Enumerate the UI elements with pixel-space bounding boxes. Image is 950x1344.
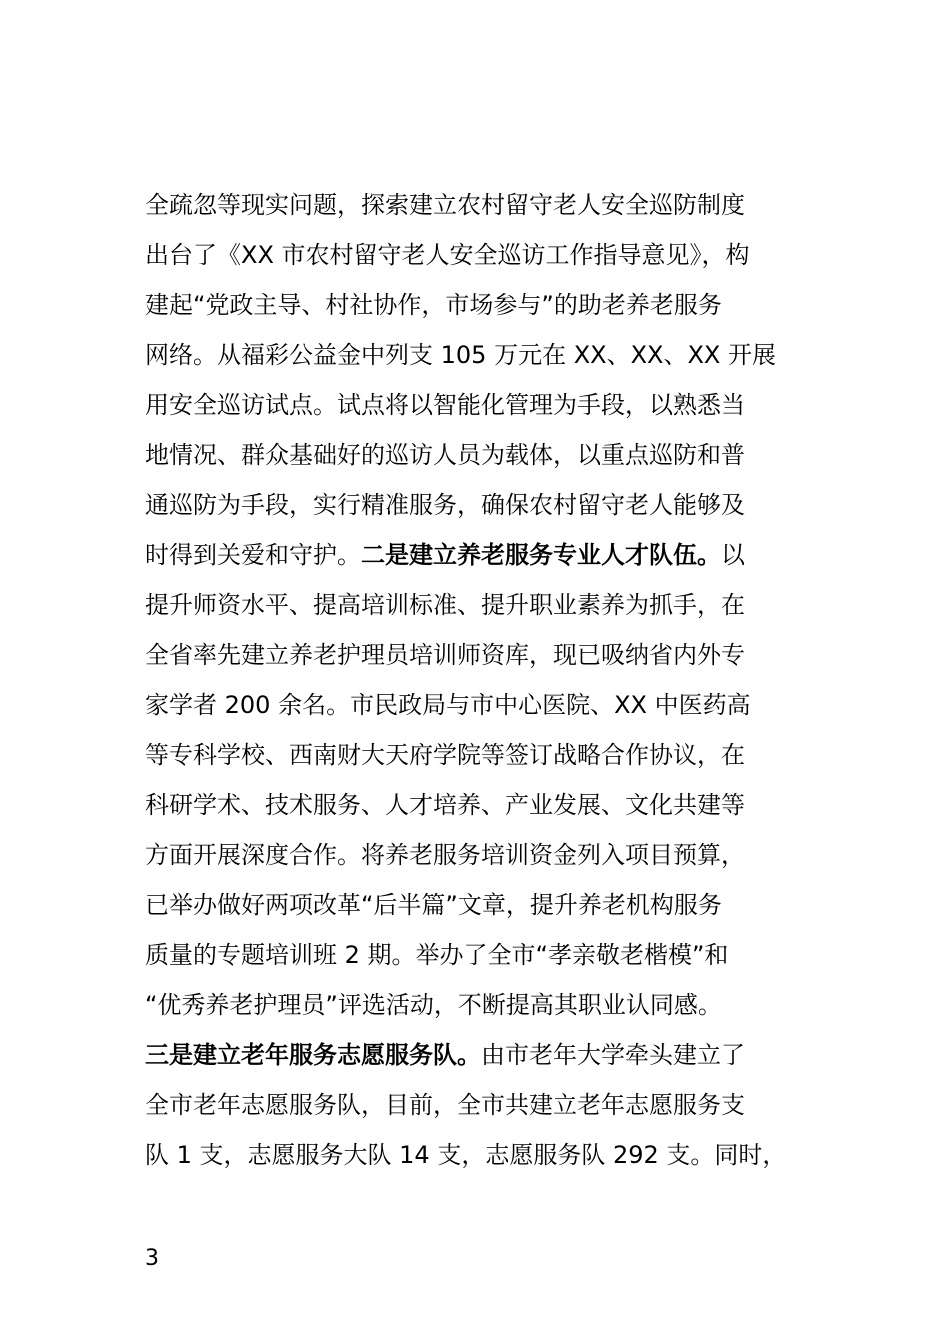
text-segment: 全省率先建立养老护理员培训师资库，现已吸纳省内外专: [145, 641, 745, 669]
text-line: [145, 930, 825, 980]
text-segment: 由市老年大学牵头建立了: [481, 1041, 745, 1069]
text-line: [145, 680, 825, 730]
text-line: [145, 530, 825, 580]
text-line: [145, 180, 825, 230]
text-line: [145, 830, 825, 880]
text-segment: 用安全巡访试点。试点将以智能化管理为手段，以熟悉当: [145, 391, 745, 419]
text-line: [145, 330, 825, 380]
text-line: [145, 480, 825, 530]
text-segment: 等专科学校、西南财大天府学院等签订战略合作协议，在: [145, 741, 745, 769]
text-line: [145, 230, 825, 280]
text-line: [145, 780, 825, 830]
text-segment: 全疏忽等现实问题，探索建立农村留守老人安全巡防制度: [145, 191, 745, 219]
text-line: [145, 630, 825, 680]
text-segment: 以: [721, 541, 745, 569]
text-segment: 出台了《XX 市农村留守老人安全巡访工作指导意见》，构: [145, 241, 750, 269]
text-segment: 建起“党政主导、村社协作，市场参与”的助老养老服务: [145, 291, 722, 319]
text-line: [145, 430, 825, 480]
text-line: [145, 980, 825, 1030]
text-line: [145, 580, 825, 630]
body-paragraph: [145, 180, 825, 1180]
text-segment: 队 1 支，志愿服务大队 14 支，志愿服务队 292 支。同时，: [145, 1141, 787, 1169]
text-segment: 全市老年志愿服务队，目前，全市共建立老年志愿服务支: [145, 1091, 745, 1119]
text-line: [145, 1130, 825, 1180]
text-segment: 科研学术、技术服务、人才培养、产业发展、文化共建等: [145, 791, 745, 819]
text-segment: 家学者 200 余名。市民政局与市中心医院、XX 中医药高: [145, 691, 751, 719]
text-segment: 地情况、群众基础好的巡访人员为载体，以重点巡防和普: [145, 441, 745, 469]
text-segment: 提升师资水平、提高培训标准、提升职业素养为抓手，在: [145, 591, 745, 619]
text-line: [145, 1080, 825, 1130]
text-segment: 质量的专题培训班 2 期。举办了全市“孝亲敬老楷模”和: [145, 941, 729, 969]
text-segment: 方面开展深度合作。将养老服务培训资金列入项目预算，: [145, 841, 745, 869]
page-number: 3: [145, 1246, 159, 1271]
text-segment: 网络。从福彩公益金中列支 105 万元在 XX、XX、XX 开展: [145, 341, 776, 369]
text-line: [145, 880, 825, 930]
text-line: [145, 1030, 825, 1080]
text-segment: 时得到关爱和守护。: [145, 541, 361, 569]
text-line: [145, 380, 825, 430]
text-segment: 已举办做好两项改革“后半篇”文章，提升养老机构服务: [145, 891, 722, 919]
text-segment: 通巡防为手段，实行精准服务，确保农村留守老人能够及: [145, 491, 745, 519]
text-line: [145, 280, 825, 330]
text-segment: “优秀养老护理员”评选活动，不断提高其职业认同感。: [145, 991, 722, 1019]
bold-heading-text: 三是建立老年服务志愿服务队。: [145, 1041, 481, 1069]
text-line: [145, 730, 825, 780]
bold-heading-text: 二是建立养老服务专业人才队伍。: [361, 541, 721, 569]
